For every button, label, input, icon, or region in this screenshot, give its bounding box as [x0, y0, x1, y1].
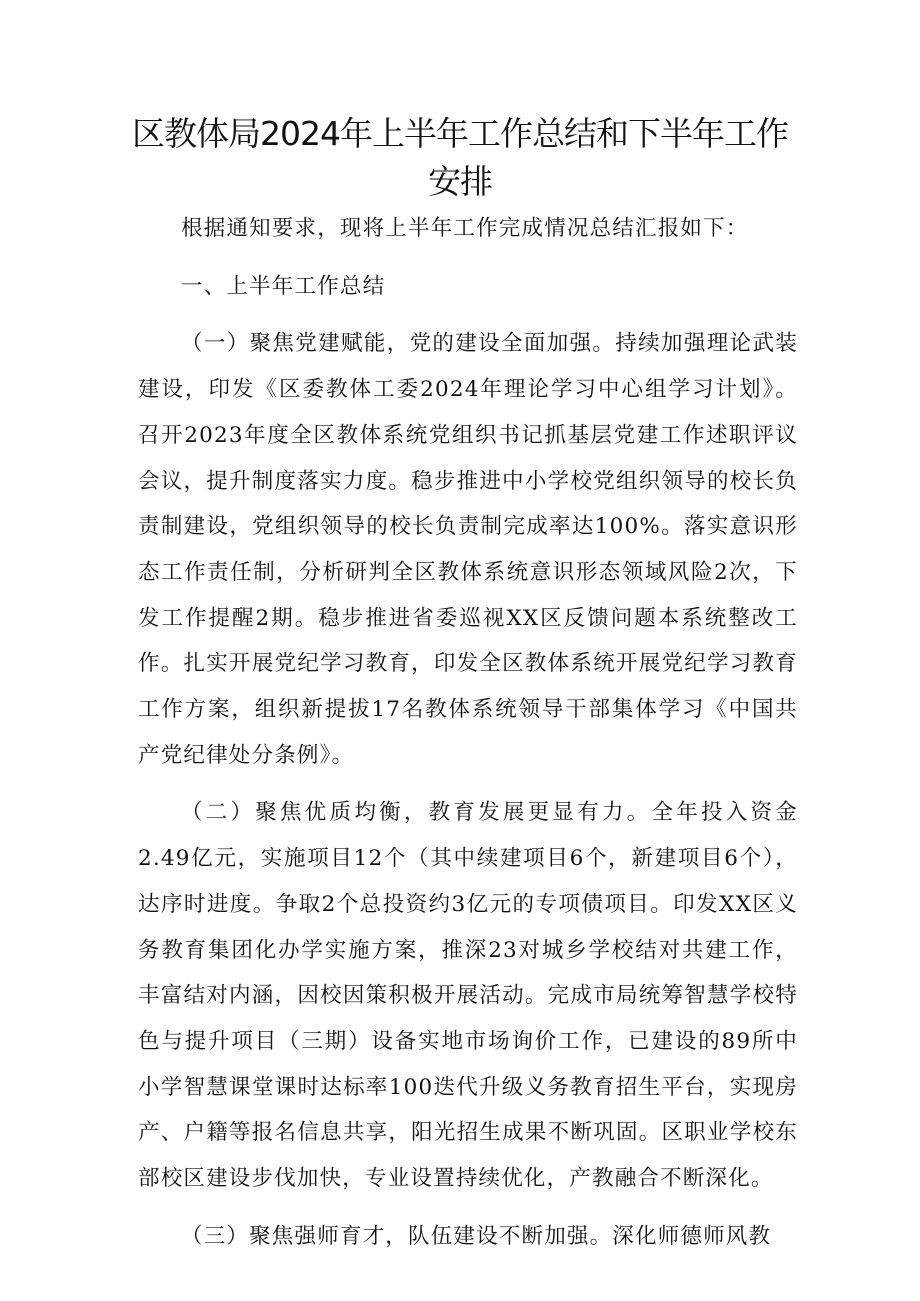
document-body	[138, 206, 798, 1259]
intro-paragraph: 根据通知要求，现将上半年工作完成情况总结汇报如下：	[181, 216, 749, 241]
paragraph-party-building: （一）聚焦党建赋能，党的建设全面加强。持续加强理论武装建设，印发《区委教体工委2024年理论学习中心组学习计划》。召开2023年度全区教体系统党组织书记抓基层党建工作述职评议会议，提升制度落实力度。稳步推进中小学校党组织领导的校长负责制建设，党组织领导的校长负责制完成率达100%。落实意识形态工作责任制，分析研判全区教体系统意识形态领域风险2次，下发工作提醒2期。稳步推进省委巡视XX区反馈问题本系统整改工作。扎实开展党纪学习教育，印发全区教体系统开展党纪学习教育工作方案，组织新提拔17名教体系统领导干部集体学习《中国共产党纪律处分条例》。	[138, 331, 798, 768]
document-title: 区教体局2024年上半年工作总结和下半年工作安排	[132, 114, 788, 201]
paragraph-education-development: （二）聚焦优质均衡，教育发展更显有力。全年投入资金2.49亿元，实施项目12个（其中续建项目6个，新建项目6个），达序时进度。争取2个总投资约3亿元的专项债项目。印发XX区义务教育集团化办学实施方案，推深23对城乡学校结对共建工作，丰富结对内涵，因校因策积极开展活动。完成市局统筹智慧学校特色与提升项目（三期）设备实地市场询价工作，已建设的89所中小学智慧课堂课时达标率100迭代升级义务教育招生平台，实现房产、户籍等报名信息共享，阳光招生成果不断巩固。区职业学校东部校区建设步伐加快，专业设置持续优化，产教融合不断深化。	[138, 800, 798, 1192]
paragraph-teacher-team: （三）聚焦强师育才，队伍建设不断加强。深化师德师风教	[181, 1223, 772, 1249]
section-heading: 一、上半年工作总结	[181, 273, 386, 299]
